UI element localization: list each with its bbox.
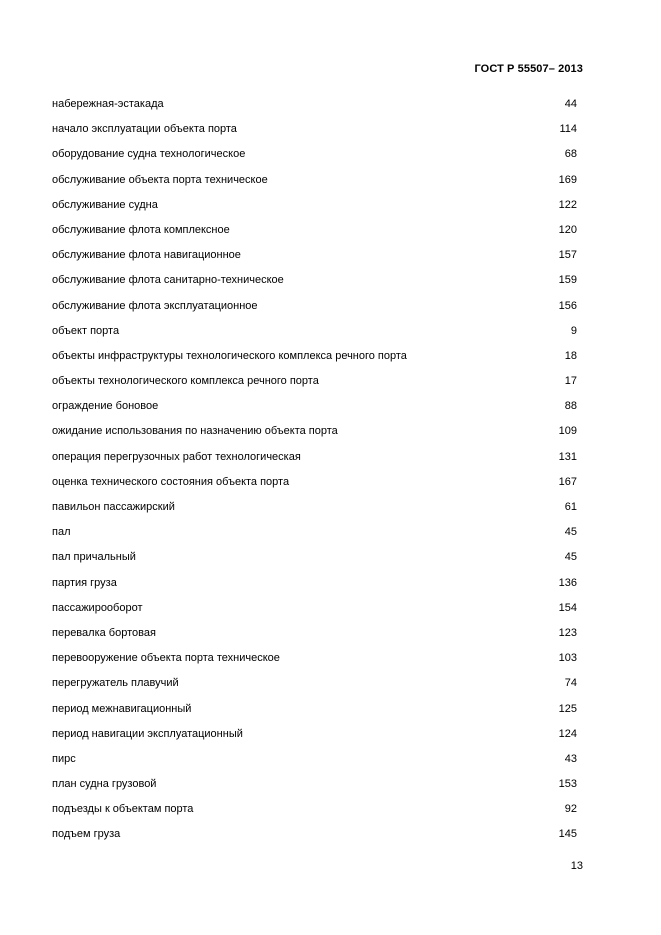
index-entry — [52, 172, 577, 197]
index-term: ожидание использования по назначению объекта порта — [52, 425, 338, 438]
index-page-ref: 131 — [558, 450, 577, 463]
index-term: ограждение боновое — [52, 400, 159, 413]
index-term: объект порта — [52, 324, 120, 337]
index-entry — [52, 801, 577, 826]
index-entry — [52, 726, 577, 751]
index-entry — [52, 600, 577, 625]
index-entry — [52, 197, 577, 222]
index-entry — [52, 650, 577, 675]
index-page-ref: 43 — [564, 752, 577, 765]
index-term: перегружатель плавучий — [52, 677, 179, 690]
index-entry — [52, 121, 577, 146]
index-page-ref: 9 — [570, 324, 577, 337]
index-entry — [52, 751, 577, 776]
index-term: обслуживание флота эксплуатационное — [52, 299, 258, 312]
index-page-ref: 68 — [564, 148, 577, 161]
index-page-ref: 74 — [564, 677, 577, 690]
index-term: период навигации эксплуатационный — [52, 727, 243, 740]
index-page-ref: 109 — [558, 425, 577, 438]
index-page-ref: 18 — [564, 349, 577, 362]
index-page-ref: 92 — [564, 803, 577, 816]
index-term: обслуживание флота комплексное — [52, 223, 230, 236]
index-term: пассажирооборот — [52, 601, 143, 614]
index-page-ref: 169 — [558, 173, 577, 186]
index-page-ref: 45 — [564, 551, 577, 564]
index-page-ref: 122 — [558, 198, 577, 211]
index-entry — [52, 96, 577, 121]
index-entry — [52, 776, 577, 801]
index-term: объекты инфраструктуры технологического комплекса речного порта — [52, 349, 407, 362]
index-term: перевалка бортовая — [52, 626, 156, 639]
index-term: план судна грузовой — [52, 778, 157, 791]
index-term: обслуживание судна — [52, 198, 158, 211]
index-term: пал — [52, 526, 71, 539]
index-term: партия груза — [52, 576, 117, 589]
index-term: обслуживание флота санитарно-техническое — [52, 274, 284, 287]
index-page-ref: 123 — [558, 626, 577, 639]
index-entry — [52, 298, 577, 323]
index-page-ref: 120 — [558, 223, 577, 236]
index-term: объекты технологического комплекса речного порта — [52, 375, 319, 388]
index-page-ref: 17 — [564, 375, 577, 388]
index-term: оборудование судна технологическое — [52, 148, 246, 161]
index-page-ref: 145 — [558, 828, 577, 841]
index-page-ref: 61 — [564, 501, 577, 513]
index-entry — [52, 247, 577, 272]
index-term: операция перегрузочных работ технологическая — [52, 450, 301, 463]
index-page-ref: 125 — [558, 702, 577, 715]
index-term: начало эксплуатации объекта порта — [52, 123, 237, 136]
index-page-ref: 103 — [558, 652, 577, 665]
index-page-ref: 153 — [558, 778, 577, 791]
index-entry — [52, 423, 577, 448]
index-term: подъем груза — [52, 828, 121, 841]
index-page-ref: 159 — [558, 274, 577, 287]
index-term: обслуживание флота навигационное — [52, 249, 241, 262]
index-term: подъезды к объектам порта — [52, 803, 194, 816]
index-entry — [52, 701, 577, 726]
index-entry — [52, 323, 577, 348]
index-entry — [52, 398, 577, 423]
index-entry — [52, 575, 577, 600]
page-number: 13 — [570, 860, 583, 872]
index-term: обслуживание объекта порта техническое — [52, 173, 268, 186]
index-page-ref: 167 — [558, 475, 577, 488]
index-page-ref: 44 — [564, 98, 577, 110]
index-page-ref: 156 — [558, 299, 577, 312]
index-term: павильон пассажирский — [52, 501, 175, 513]
index-entry — [52, 449, 577, 474]
index-page-ref: 136 — [558, 576, 577, 589]
index-term: пал причальный — [52, 551, 136, 564]
index-entry — [52, 826, 577, 851]
index-entry — [52, 146, 577, 171]
index-entry — [52, 675, 577, 700]
index-entry — [52, 625, 577, 650]
index-entry — [52, 373, 577, 398]
index-page-ref: 154 — [558, 601, 577, 614]
index-page-ref: 88 — [564, 400, 577, 413]
index-entry — [52, 524, 577, 549]
index-page-ref: 114 — [559, 123, 577, 136]
index-page-ref: 45 — [564, 526, 577, 539]
index-entry — [52, 499, 577, 524]
index-term: перевооружение объекта порта техническое — [52, 652, 280, 665]
index-entry — [52, 549, 577, 574]
index-page-ref: 157 — [558, 249, 577, 262]
index-entry — [52, 474, 577, 499]
index-page-ref: 124 — [558, 727, 577, 740]
index-term: пирс — [52, 752, 76, 765]
index-entry — [52, 222, 577, 247]
index-term: набережная-эстакада — [52, 98, 164, 110]
index-entry — [52, 272, 577, 297]
index-term: период межнавигационный — [52, 702, 192, 715]
index-list — [52, 96, 577, 852]
index-term: оценка технического состояния объекта порта — [52, 475, 290, 488]
index-entry — [52, 348, 577, 373]
document-header: ГОСТ Р 55507– 2013 — [474, 63, 583, 75]
